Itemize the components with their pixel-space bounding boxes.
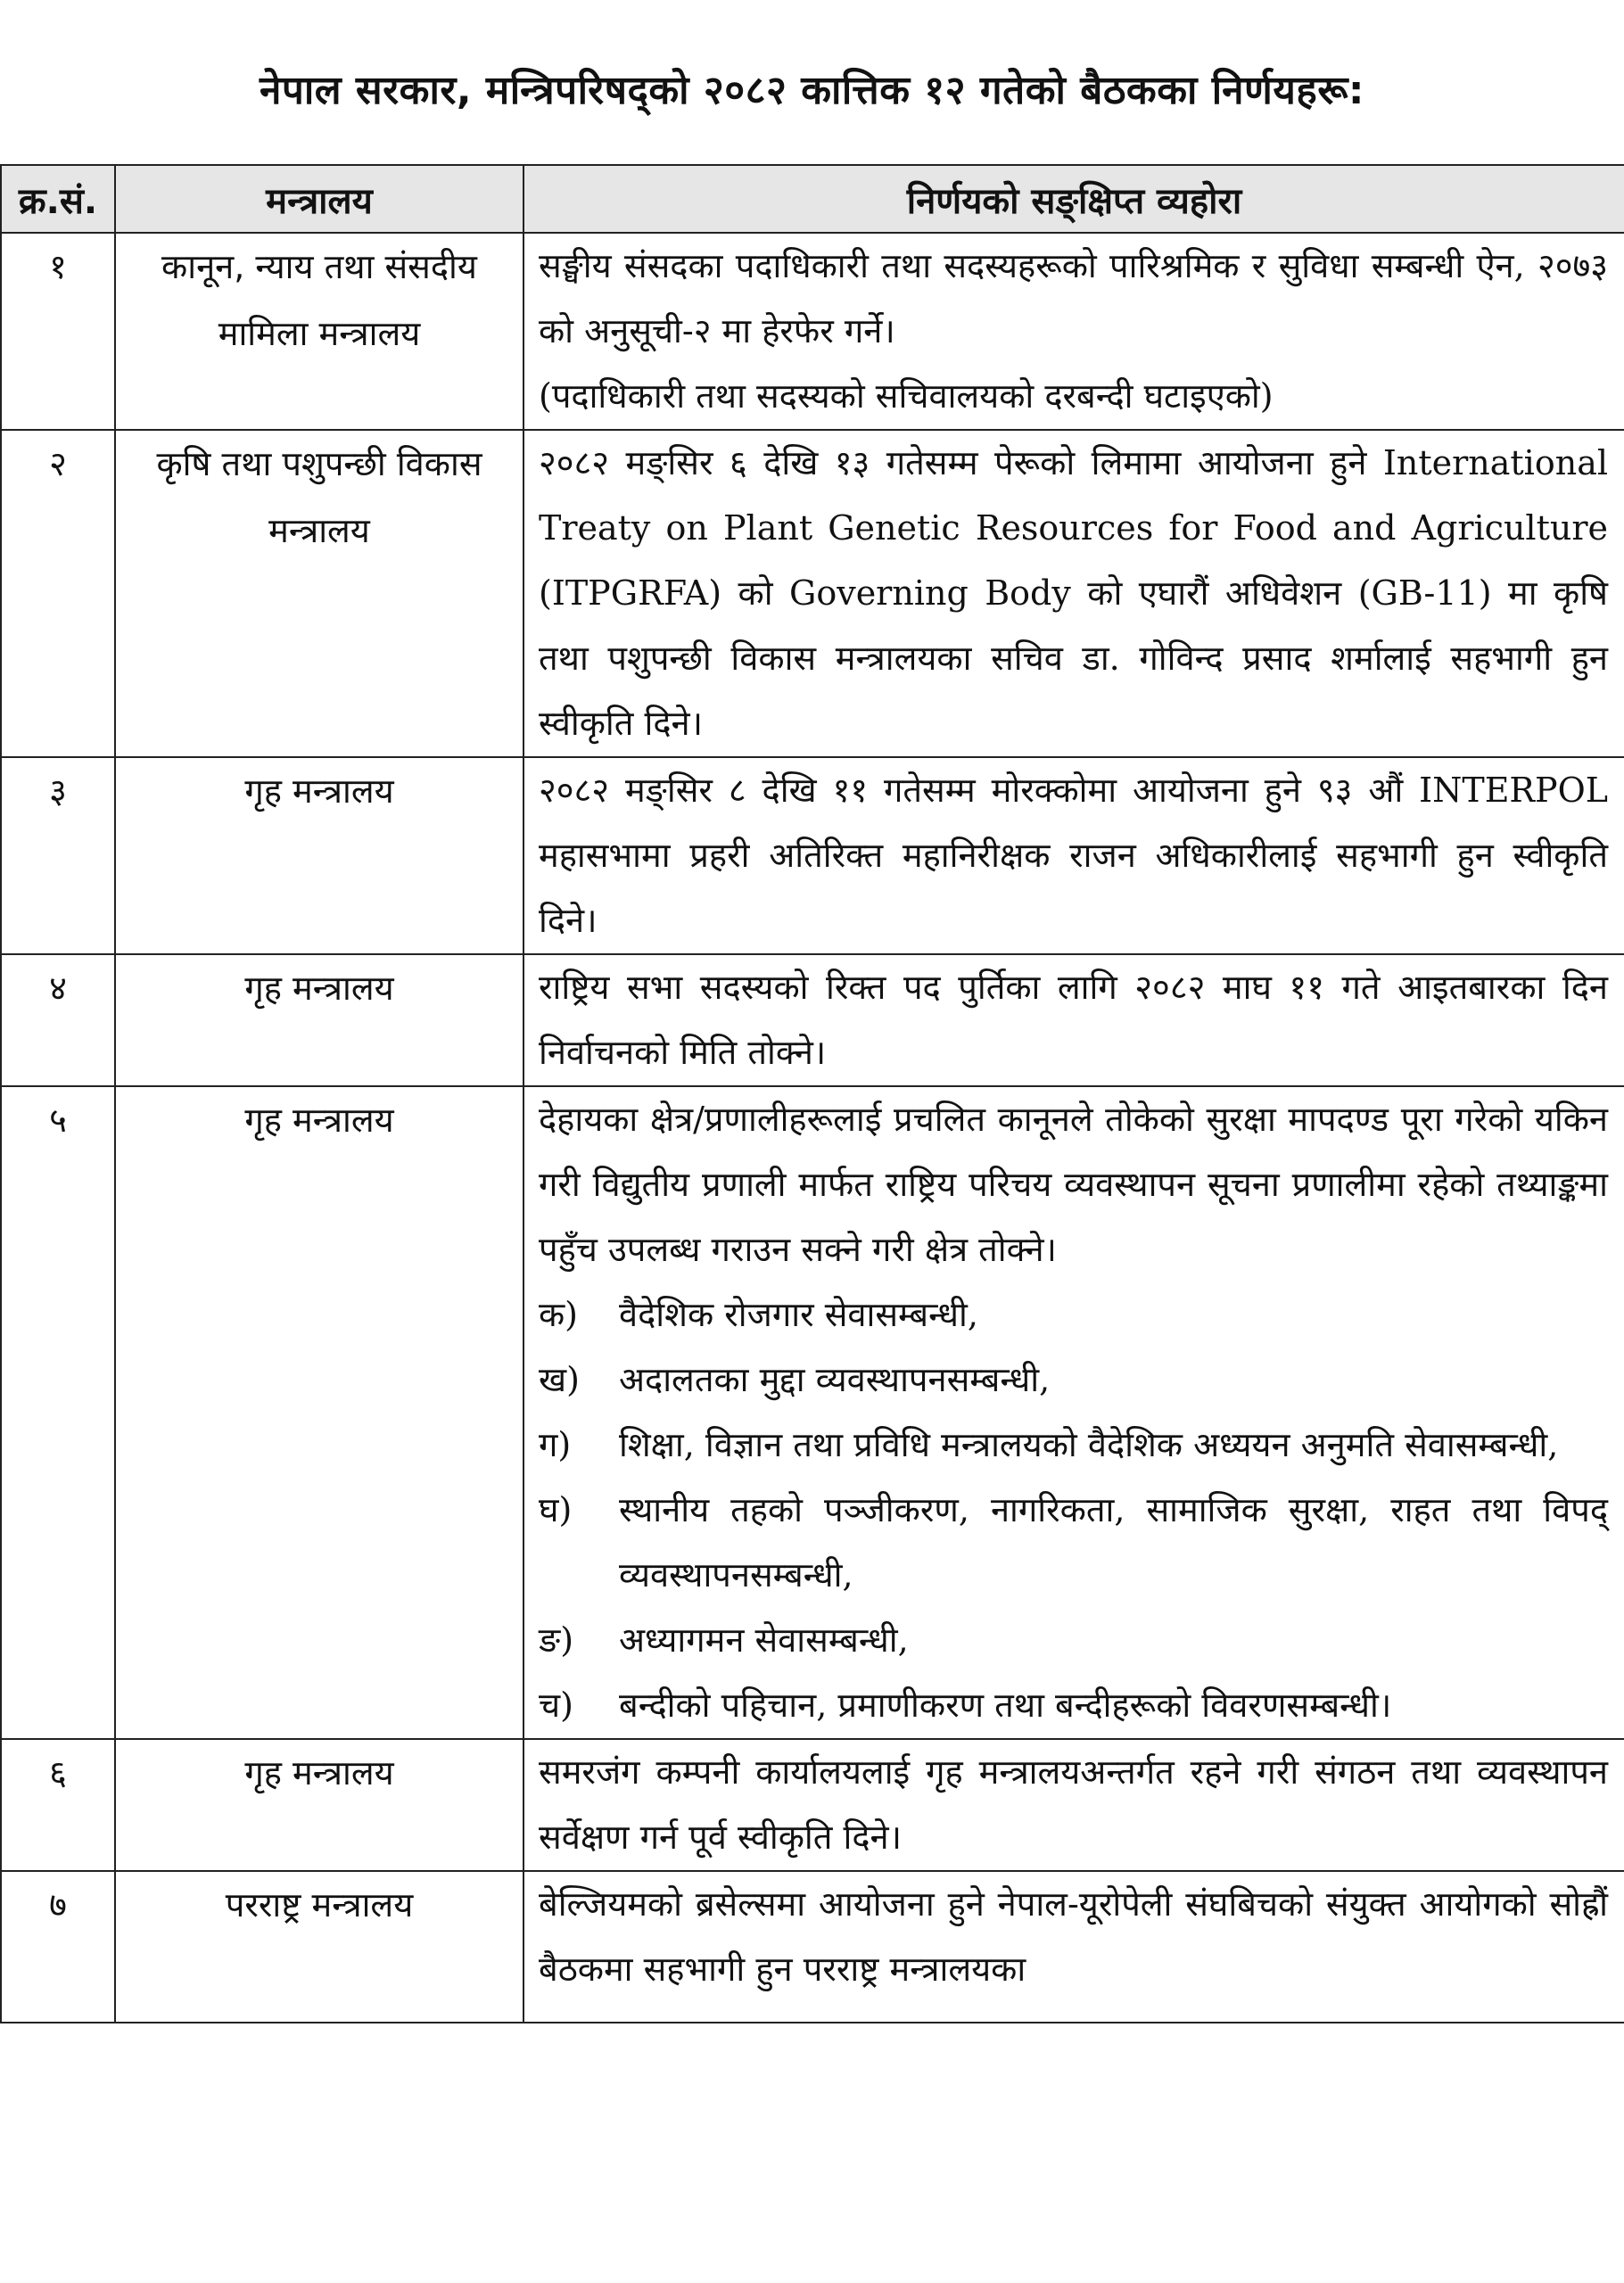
row-number: ६	[1, 1739, 115, 1871]
list-marker: ग)	[539, 1425, 572, 1464]
row-summary	[523, 1871, 1624, 2023]
summary-paragraph: सङ्घीय संसदका पदाधिकारी तथा सदस्यहरूको पारिश्रमिक र सुविधा सम्बन्धी ऐन, २०७३ को अनुसूची-२ मा हेरफेर गर्ने।	[539, 246, 1608, 350]
row-ministry: गृह मन्त्रालय	[115, 1086, 523, 1739]
row-summary	[523, 757, 1624, 954]
row-ministry: गृह मन्त्रालय	[115, 1739, 523, 1871]
row-number: ३	[1, 757, 115, 954]
row-summary	[523, 954, 1624, 1086]
header-summary: निर्णयको सङ्क्षिप्त व्यहोरा	[523, 165, 1624, 233]
summary-paragraph: २०८२ मङ्सिर ८ देखि ११ गतेसम्म मोरक्कोमा आयोजना हुने ९३ औं INTERPOL महासभामा प्रहरी अतिरिक्त महानिरीक्षक राजन अधिकारीलाई सहभागी हुन स्वीकृति दिने।	[539, 771, 1608, 940]
page-title: नेपाल सरकार, मन्त्रिपरिषद्को २०८२ कात्तिक १२ गतेको बैठकका निर्णयहरू:	[259, 68, 1365, 113]
list-item-text: अदालतका मुद्दा व्यवस्थापनसम्बन्धी,	[619, 1360, 1051, 1399]
list-item-text: शिक्षा, विज्ञान तथा प्रविधि मन्त्रालयको वैदेशिक अध्ययन अनुमति सेवासम्बन्धी,	[619, 1425, 1559, 1464]
list-item-text: अध्यागमन सेवासम्बन्धी,	[619, 1620, 909, 1660]
row-ministry: परराष्ट्र मन्त्रालय	[115, 1871, 523, 2023]
decisions-table	[0, 164, 1624, 2023]
summary-paragraph: बेल्जियमको ब्रसेल्समा आयोजना हुने नेपाल-यूरोपेली संघबिचको संयुक्त आयोगको सोह्रौं बैठकमा सहभागी हुन परराष्ट्र मन्त्रालयका	[539, 1884, 1608, 1989]
row-summary	[523, 233, 1624, 430]
summary-paragraph: राष्ट्रिय सभा सदस्यको रिक्त पद पुर्तिका लागि २०८२ माघ ११ गते आइतबारका दिन निर्वाचनको मिति तोक्ने।	[539, 968, 1608, 1072]
list-item	[539, 1608, 1608, 1673]
row-number: १	[1, 233, 115, 430]
header-ministry: मन्त्रालय	[115, 165, 523, 233]
row-number: ५	[1, 1086, 115, 1739]
row-number: २	[1, 430, 115, 757]
row-number: ७	[1, 1871, 115, 2023]
table-row	[1, 1086, 1624, 1739]
row-summary	[523, 1086, 1624, 1739]
list-item-text: बन्दीको पहिचान, प्रमाणीकरण तथा बन्दीहरूको विवरणसम्बन्धी।	[619, 1685, 1392, 1725]
row-ministry: कानून, न्याय तथा संसदीय मामिला मन्त्रालय	[115, 233, 523, 430]
table-row	[1, 1739, 1624, 1871]
list-item	[539, 1348, 1608, 1413]
table-row	[1, 1871, 1624, 2023]
table-header-row	[1, 165, 1624, 233]
list-item	[539, 1673, 1608, 1738]
list-marker: क)	[539, 1295, 579, 1334]
header-number: क्र.सं.	[1, 165, 115, 233]
row-ministry: गृह मन्त्रालय	[115, 757, 523, 954]
table-row	[1, 757, 1624, 954]
summary-note: (पदाधिकारी तथा सदस्यको सचिवालयको दरबन्दी घटाइएको)	[539, 376, 1274, 416]
list-item	[539, 1282, 1608, 1348]
row-ministry: कृषि तथा पशुपन्छी विकास मन्त्रालय	[115, 430, 523, 757]
list-item-text: स्थानीय तहको पञ्जीकरण, नागरिकता, सामाजिक सुरक्षा, राहत तथा विपद् व्यवस्थापनसम्बन्धी,	[619, 1490, 1608, 1595]
list-marker: ङ)	[539, 1620, 574, 1660]
row-ministry: गृह मन्त्रालय	[115, 954, 523, 1086]
row-summary	[523, 1739, 1624, 1871]
summary-paragraph: देहायका क्षेत्र/प्रणालीहरूलाई प्रचलित कानूनले तोकेको सुरक्षा मापदण्ड पूरा गरेको यकिन गरी विद्युतीय प्रणाली मार्फत राष्ट्रिय परिचय व्यवस्थापन सूचना प्रणालीमा रहेको तथ्याङ्कमा पहुँच उपलब्ध गराउन सक्ने गरी क्षेत्र तोक्ने।	[539, 1100, 1608, 1269]
list-marker: ख)	[539, 1360, 580, 1399]
table-row	[1, 954, 1624, 1086]
summary-paragraph: २०८२ मङ्सिर ६ देखि १३ गतेसम्म पेरूको लिमामा आयोजना हुने International Treaty on Plant Genetic Resources for Food and Agriculture (ITPGRFA) को Governing Body को एघारौं अधिवेशन (GB-11) मा कृषि तथा पशुपन्छी विकास मन्त्रालयका सचिव डा. गोविन्द प्रसाद शर्मालाई सहभागी हुन स्वीकृति दिने।	[539, 443, 1608, 743]
list-item	[539, 1413, 1608, 1478]
row-number: ४	[1, 954, 115, 1086]
list-marker: घ)	[539, 1490, 573, 1529]
table-row	[1, 233, 1624, 430]
list-item	[539, 1478, 1608, 1608]
row-summary	[523, 430, 1624, 757]
table-row	[1, 430, 1624, 757]
list-marker: च)	[539, 1685, 573, 1725]
summary-paragraph: समरजंग कम्पनी कार्यालयलाई गृह मन्त्रालयअन्तर्गत रहने गरी संगठन तथा व्यवस्थापन सर्वेक्षण गर्न पूर्व स्वीकृति दिने।	[539, 1752, 1608, 1857]
list-item-text: वैदेशिक रोजगार सेवासम्बन्धी,	[619, 1295, 978, 1334]
